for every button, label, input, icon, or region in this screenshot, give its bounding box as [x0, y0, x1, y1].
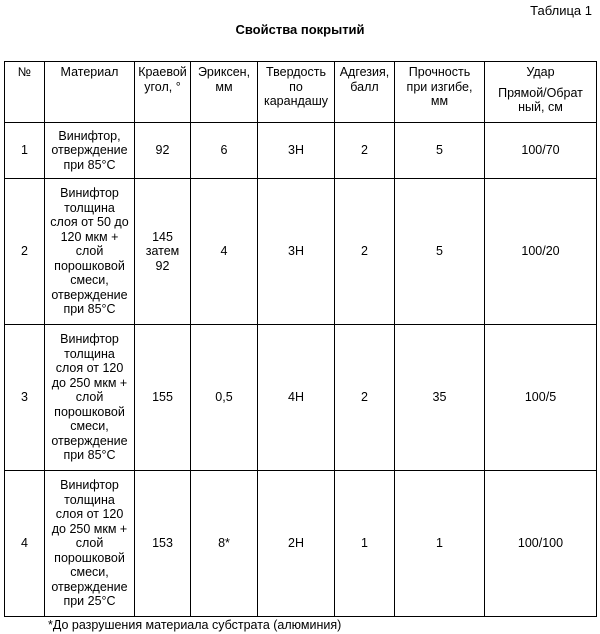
cell-contact-angle: 145 затем 92: [135, 179, 191, 325]
cell-erichsen: 0,5: [191, 325, 258, 471]
table-title: Свойства покрытий: [235, 22, 365, 37]
cell-impact: 100/100: [485, 471, 597, 617]
table-row: [5, 325, 597, 471]
cell-adhesion: 2: [335, 179, 395, 325]
cell-material: Винифтор толщина слоя от 120 до 250 мкм + слой порошковой смеси, отверждение при 85°С: [45, 325, 135, 471]
cell-bending: 1: [395, 471, 485, 617]
cell-hardness: 4Н: [258, 325, 335, 471]
cell-num: 3: [5, 325, 45, 471]
cell-erichsen: 6: [191, 123, 258, 179]
table-row: [5, 123, 597, 179]
table-row: [5, 471, 597, 617]
cell-bending: 5: [395, 123, 485, 179]
cell-num: 4: [5, 471, 45, 617]
table-number: Таблица 1: [530, 3, 592, 18]
properties-table: [4, 61, 597, 617]
cell-impact: 100/5: [485, 325, 597, 471]
cell-contact-angle: 155: [135, 325, 191, 471]
cell-num: 2: [5, 179, 45, 325]
cell-hardness: 3Н: [258, 123, 335, 179]
cell-material: Винифтор толщина слоя от 120 до 250 мкм + слой порошковой смеси, отверждение при 25°С: [45, 471, 135, 617]
cell-hardness: 3Н: [258, 179, 335, 325]
cell-num: 1: [5, 123, 45, 179]
cell-material: Винифтор, отверждение при 85°С: [45, 123, 135, 179]
footnote: *До разрушения материала субстрата (алюминия): [48, 618, 342, 632]
cell-adhesion: 2: [335, 123, 395, 179]
table-row: [5, 179, 597, 325]
header-num: №: [5, 62, 45, 123]
cell-impact: 100/70: [485, 123, 597, 179]
header-impact-sub: Прямой/Обрат ный, см: [498, 85, 583, 114]
cell-bending: 5: [395, 179, 485, 325]
header-impact-title: Удар: [526, 65, 555, 79]
header-material: Материал: [45, 62, 135, 123]
cell-material: Винифтор толщина слоя от 50 до 120 мкм + слой порошковой смеси, отверждение при 85°С: [45, 179, 135, 325]
cell-adhesion: 2: [335, 325, 395, 471]
header-hardness: Твердость по карандашу: [258, 62, 335, 123]
header-contact-angle: Краевой угол, °: [135, 62, 191, 123]
header-impact: [485, 62, 597, 123]
cell-contact-angle: 153: [135, 471, 191, 617]
cell-hardness: 2Н: [258, 471, 335, 617]
cell-erichsen: 8*: [191, 471, 258, 617]
cell-impact: 100/20: [485, 179, 597, 325]
header-erichsen: Эриксен, мм: [191, 62, 258, 123]
header-row: [5, 62, 597, 123]
cell-bending: 35: [395, 325, 485, 471]
header-adhesion: Адгезия, балл: [335, 62, 395, 123]
header-bending: Прочность при изгибе, мм: [395, 62, 485, 123]
cell-contact-angle: 92: [135, 123, 191, 179]
cell-erichsen: 4: [191, 179, 258, 325]
cell-adhesion: 1: [335, 471, 395, 617]
